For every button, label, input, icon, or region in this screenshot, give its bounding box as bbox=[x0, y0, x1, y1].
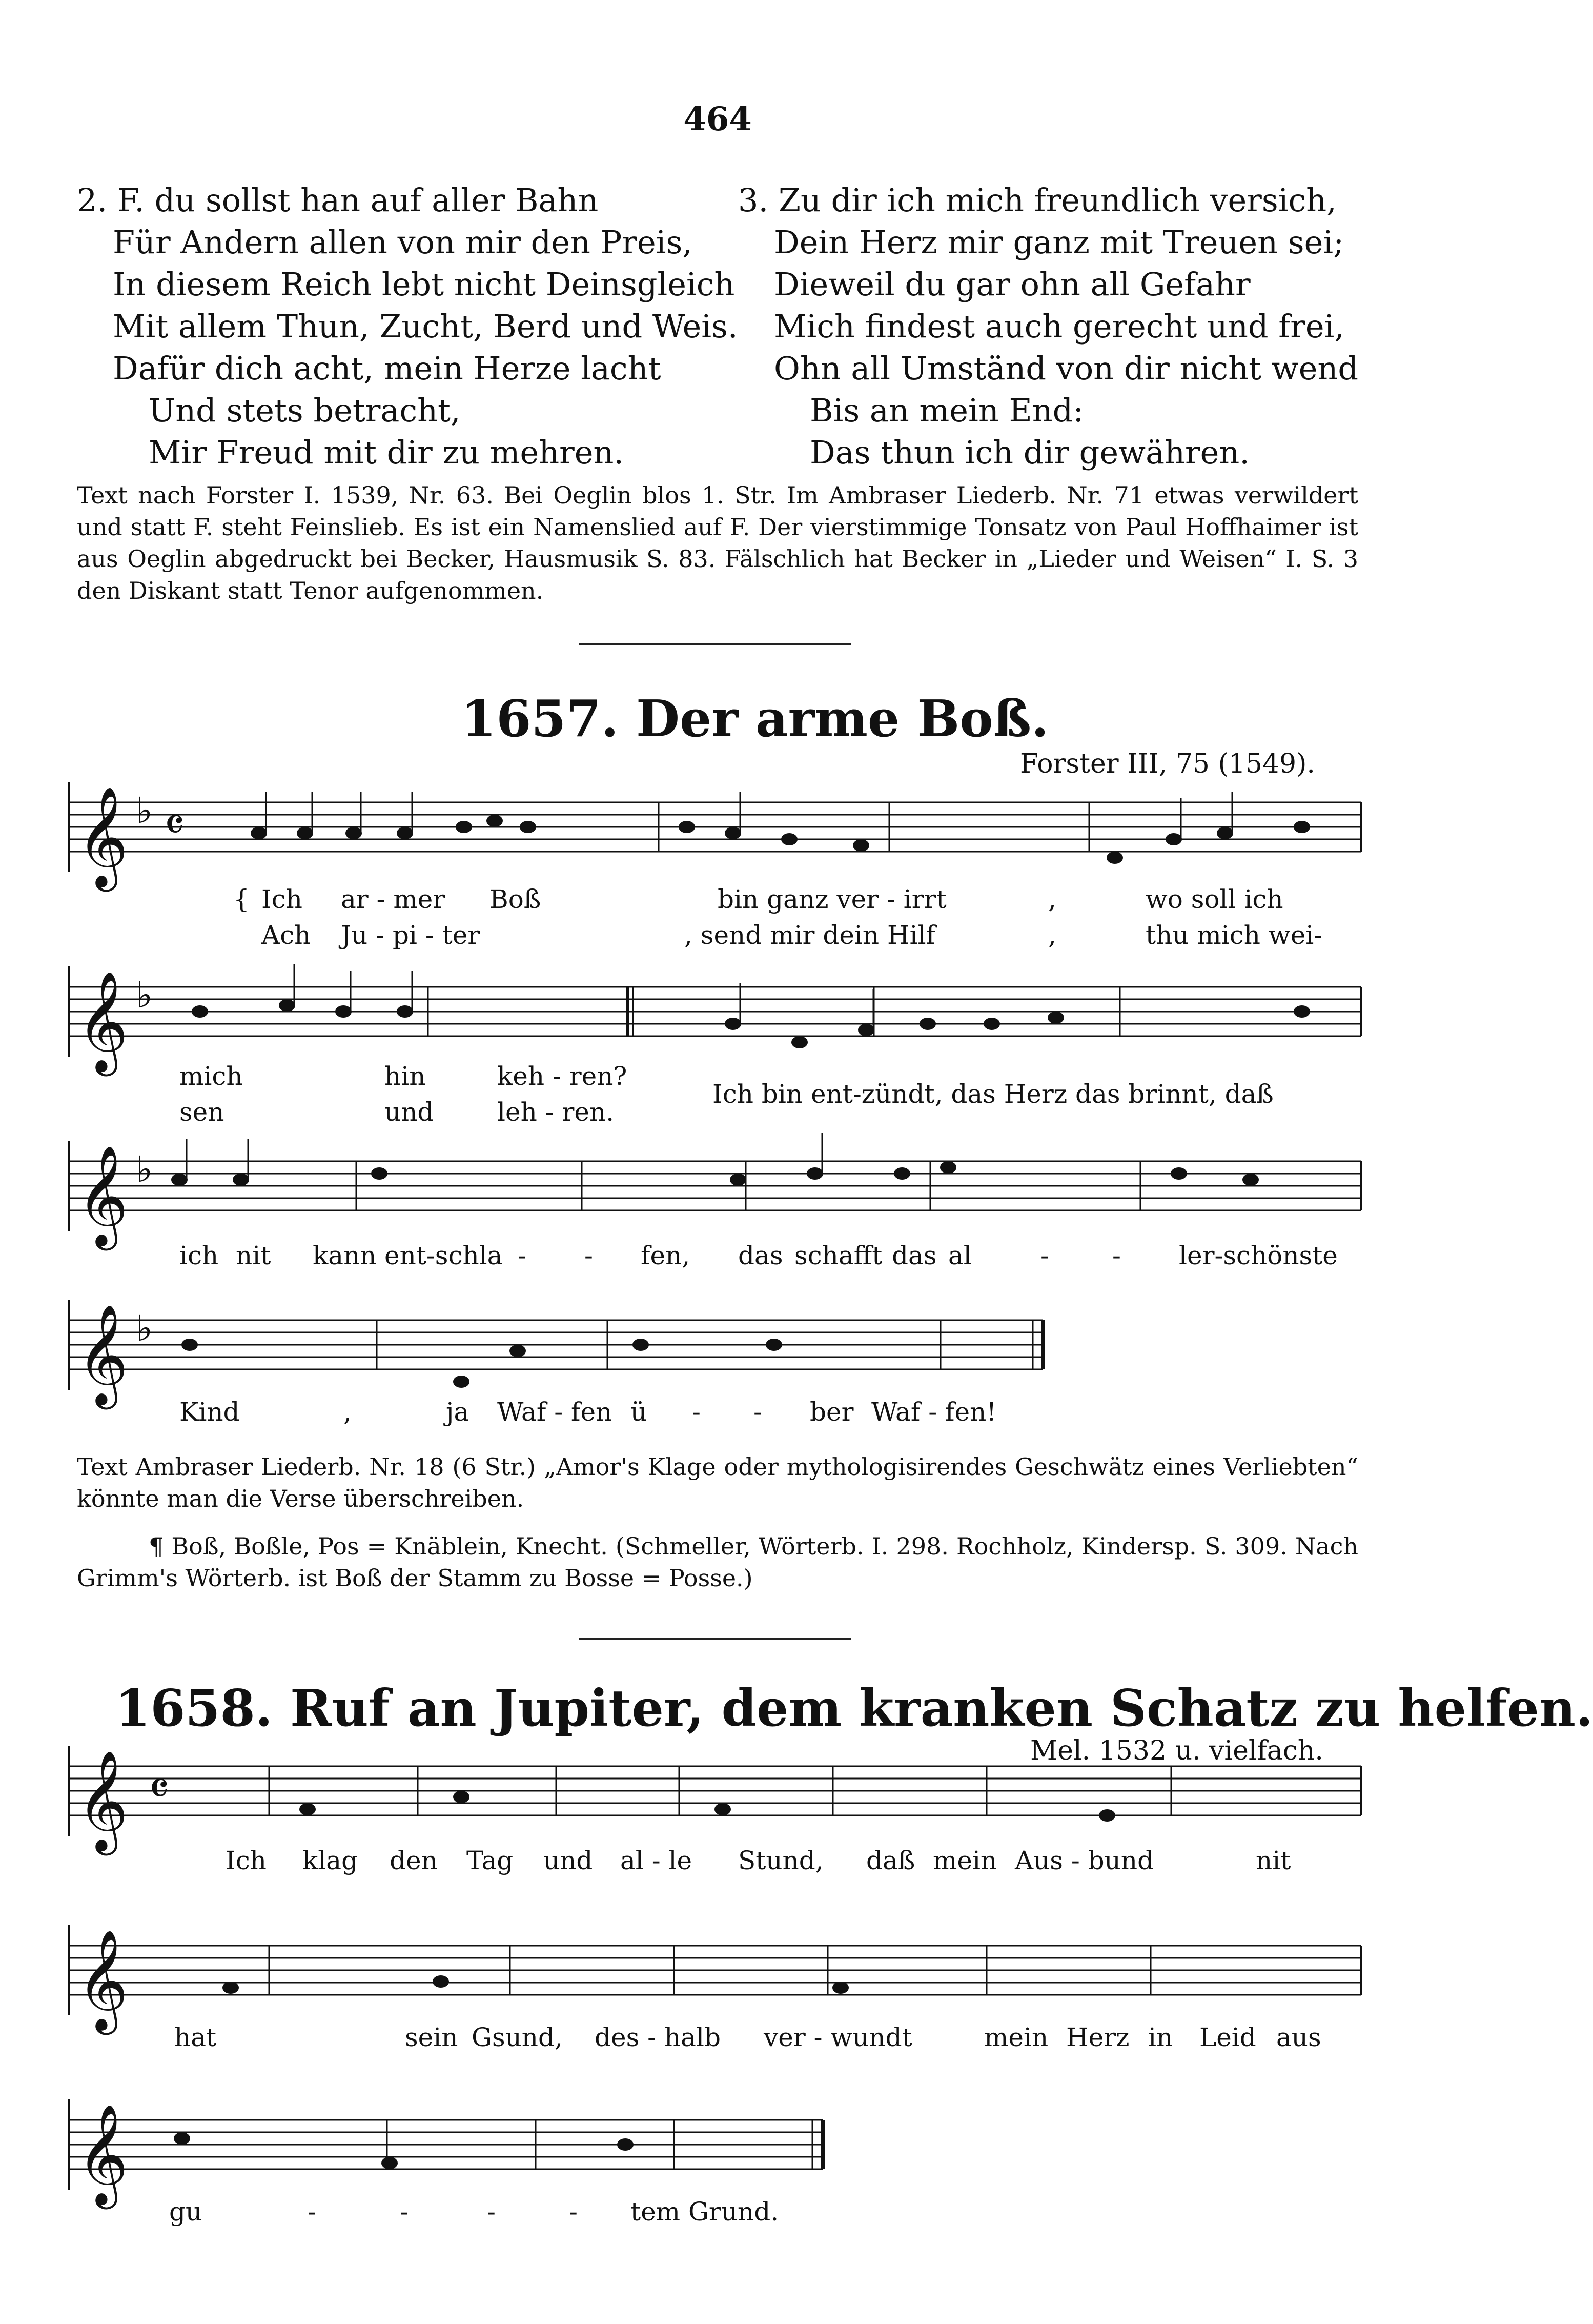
lyric-syllable: bin ganz ver - irrt bbox=[718, 884, 947, 914]
verse-line: Dieweil du gar ohn all Gefahr bbox=[774, 266, 1251, 303]
lyric-syllable: Ich bbox=[261, 884, 302, 914]
lyric-syllable: tem Grund. bbox=[630, 2197, 779, 2227]
lyric-syllable: mein bbox=[984, 2023, 1049, 2052]
verse-line: Ohn all Umständ von dir nicht wend bbox=[774, 350, 1359, 387]
lyric-syllable: nit bbox=[236, 1241, 271, 1270]
lyric-syllable: - bbox=[692, 1397, 701, 1427]
lyric-syllable: des - halb bbox=[595, 2023, 721, 2052]
lyric-syllable: das bbox=[738, 1241, 783, 1270]
lyric-syllable: Ach bbox=[261, 920, 311, 950]
song-note: ¶ Boß, Boßle, Pos = Knäblein, Knecht. (Schmeller, Wörterb. I. 298. Rochholz, Kindersp. S. 309. Nach Grimm's Wörterb. ist Boß der Stamm zu Bosse = Posse.) bbox=[77, 1532, 1358, 1592]
lyric-refrain: Ich bin ent-zündt, das Herz das brinnt, daß bbox=[712, 1079, 1274, 1109]
verse-line: Für Andern allen von mir den Preis, bbox=[113, 224, 692, 261]
section-divider bbox=[579, 1638, 851, 1640]
song-source: Forster III, 75 (1549). bbox=[1020, 749, 1315, 779]
lyric-syllable: fen, bbox=[641, 1241, 690, 1270]
verse-line: In diesem Reich lebt nicht Deinsgleich bbox=[113, 266, 735, 303]
song-title: Der arme Boß. bbox=[636, 690, 1049, 749]
lyric-syllable: kann bbox=[313, 1241, 377, 1270]
lyric-syllable: ich bbox=[179, 1241, 219, 1270]
song-note: Text Ambraser Liederb. Nr. 18 (6 Str.) „Amor's Klage oder mythologisirendes Geschwätz eines Verliebten“ könnte man die Verse überschreiben. bbox=[77, 1453, 1358, 1512]
lyric-syllable: den bbox=[390, 1846, 438, 1875]
treble-clef-icon: 𝄞 bbox=[77, 1304, 129, 1405]
lyric-syllable: thu mich wei- bbox=[1146, 920, 1323, 950]
verse-line: Das thun ich dir gewähren. bbox=[810, 434, 1250, 471]
common-time-icon: 𝄴 bbox=[149, 1762, 170, 1816]
lyric-syllable: keh - ren? bbox=[497, 1061, 627, 1091]
flat-icon: ♭ bbox=[136, 1307, 153, 1349]
lyric-line bbox=[174, 2023, 1353, 2058]
lyric-syllable: mein bbox=[933, 1846, 997, 1875]
lyric-syllable: ler-schönste bbox=[1179, 1241, 1338, 1270]
verse-line: Dafür dich acht, mein Herze lacht bbox=[113, 350, 661, 387]
staff bbox=[69, 782, 1361, 872]
lyric-syllable: - bbox=[1040, 1241, 1049, 1270]
staff bbox=[69, 1300, 1043, 1390]
lyric-syllable: - bbox=[518, 1241, 526, 1270]
lyric-syllable: in bbox=[1148, 2023, 1173, 2052]
lyric-syllable: ja bbox=[446, 1397, 469, 1427]
treble-clef-icon: 𝄞 bbox=[77, 1145, 129, 1246]
lyric-syllable: - bbox=[487, 2197, 496, 2227]
lyric-line bbox=[169, 2197, 835, 2233]
lyric-syllable: und bbox=[384, 1097, 434, 1127]
lyric-syllable: nit bbox=[1256, 1846, 1291, 1875]
lyric-syllable: ber bbox=[810, 1397, 854, 1427]
song-number: 1658. bbox=[115, 1679, 273, 1738]
lyric-syllable: , bbox=[1048, 884, 1056, 914]
lyric-syllable: - bbox=[400, 2197, 409, 2227]
lyric-syllable: ar - mer bbox=[341, 884, 445, 914]
lyric-syllable: Gsund, bbox=[472, 2023, 563, 2052]
lyric-syllable: wo soll ich bbox=[1146, 884, 1283, 914]
verse-line: Mir Freud mit dir zu mehren. bbox=[149, 434, 624, 471]
verse-line: 2. F. du sollst han auf aller Bahn bbox=[77, 181, 599, 219]
lyric-line bbox=[226, 1846, 1353, 1882]
lyric-syllable: Waf - fen! bbox=[871, 1397, 997, 1427]
flat-icon: ♭ bbox=[136, 974, 153, 1016]
lyric-syllable: Boß bbox=[489, 884, 541, 914]
lyric-syllable: schafft bbox=[794, 1241, 883, 1270]
song-heading-1658 bbox=[115, 1679, 1593, 1738]
staff bbox=[69, 2099, 823, 2190]
flat-icon: ♭ bbox=[136, 790, 153, 832]
verse-line: 3. Zu dir ich mich freundlich versich, bbox=[738, 181, 1337, 219]
verse-line: Und stets betracht, bbox=[149, 392, 461, 429]
lyric-syllable: ent-schla bbox=[384, 1241, 503, 1270]
lyric-syllable: Aus - bund bbox=[1015, 1846, 1154, 1875]
common-time-icon: 𝄴 bbox=[164, 798, 185, 852]
lyric-syllable: das bbox=[892, 1241, 937, 1270]
song-number: 1657. bbox=[461, 690, 619, 749]
lyric-syllable: klag bbox=[302, 1846, 358, 1875]
lyric-syllable: - bbox=[1112, 1241, 1121, 1270]
lyric-syllable: mich bbox=[179, 1061, 243, 1091]
lyric-syllable: hin bbox=[384, 1061, 426, 1091]
lyric-syllable: sen bbox=[179, 1097, 224, 1127]
flat-icon: ♭ bbox=[136, 1148, 153, 1190]
source-note: Text nach Forster I. 1539, Nr. 63. Bei Oeglin blos 1. Str. Im Ambraser Liederb. Nr. 71 etwas verwildert und statt F. steht Feinslieb. Es ist ein Namenslied auf F. Der vierstimmige Tonsatz von Paul Hoffhaimer ist aus Oeglin abgedruckt bei Becker, Hausmusik S. 83. Fälschlich hat Becker in „Lieder und Weisen“ I. S. 3 den Diskant statt Tenor aufgenommen. bbox=[77, 481, 1358, 604]
lyric-syllable: - bbox=[584, 1241, 593, 1270]
verse-line: Dein Herz mir ganz mit Treuen sei; bbox=[774, 224, 1344, 261]
song-source: Mel. 1532 u. vielfach. bbox=[1030, 1735, 1323, 1766]
treble-clef-icon: 𝄞 bbox=[77, 2104, 129, 2205]
lyric-syllable: Herz bbox=[1066, 2023, 1130, 2052]
lyric-syllable: Ich bbox=[226, 1846, 267, 1875]
treble-clef-icon: 𝄞 bbox=[77, 1929, 129, 2031]
lyric-syllable: leh - ren. bbox=[497, 1097, 615, 1127]
lyric-syllable: Stund, bbox=[738, 1846, 824, 1875]
staff bbox=[69, 966, 1361, 1057]
lyric-syllable: und bbox=[543, 1846, 593, 1875]
lyric-line bbox=[179, 1061, 1358, 1133]
lyric-syllable: daß bbox=[866, 1846, 915, 1875]
treble-clef-icon: 𝄞 bbox=[77, 786, 129, 887]
lyric-syllable: hat bbox=[174, 2023, 217, 2052]
lyric-syllable: sein bbox=[405, 2023, 458, 2052]
lyric-syllable: ü bbox=[630, 1397, 647, 1427]
lyric-line bbox=[179, 1241, 1358, 1277]
page-number: 464 bbox=[683, 100, 752, 138]
lyric-syllable: gu bbox=[169, 2197, 202, 2227]
lyric-syllable: Ju - pi - ter bbox=[341, 920, 480, 950]
lyric-syllable: - bbox=[308, 2197, 316, 2227]
lyric-syllable: aus bbox=[1276, 2023, 1321, 2052]
lyric-syllable: ver - wundt bbox=[764, 2023, 912, 2052]
lyric-syllable: Leid bbox=[1199, 2023, 1256, 2052]
song-title: Ruf an Jupiter, dem kranken Schatz zu helfen. bbox=[290, 1679, 1593, 1738]
lyric-syllable: al - le bbox=[620, 1846, 692, 1875]
lyric-syllable: , bbox=[1048, 920, 1056, 950]
lyric-syllable: Kind bbox=[179, 1397, 240, 1427]
treble-clef-icon: 𝄞 bbox=[77, 1750, 129, 1851]
verse-line: Mich findest auch gerecht und frei, bbox=[774, 308, 1345, 345]
lyric-bracket: { bbox=[233, 884, 250, 914]
staff bbox=[69, 1925, 1361, 2015]
lyric-line bbox=[179, 1397, 1102, 1433]
lyric-syllable: , bbox=[343, 1397, 352, 1427]
lyric-syllable: Tag bbox=[466, 1846, 514, 1875]
lyric-syllable: al bbox=[948, 1241, 972, 1270]
lyric-syllable: Waf - fen bbox=[497, 1397, 612, 1427]
verse-line: Mit allem Thun, Zucht, Berd und Weis. bbox=[113, 308, 738, 345]
lyric-syllable: - bbox=[753, 1397, 762, 1427]
lyric-syllable: , send mir dein Hilf bbox=[684, 920, 936, 950]
staff bbox=[69, 1141, 1361, 1231]
lyric-syllable: - bbox=[569, 2197, 578, 2227]
treble-clef-icon: 𝄞 bbox=[77, 971, 129, 1072]
verse-line: Bis an mein End: bbox=[810, 392, 1084, 429]
